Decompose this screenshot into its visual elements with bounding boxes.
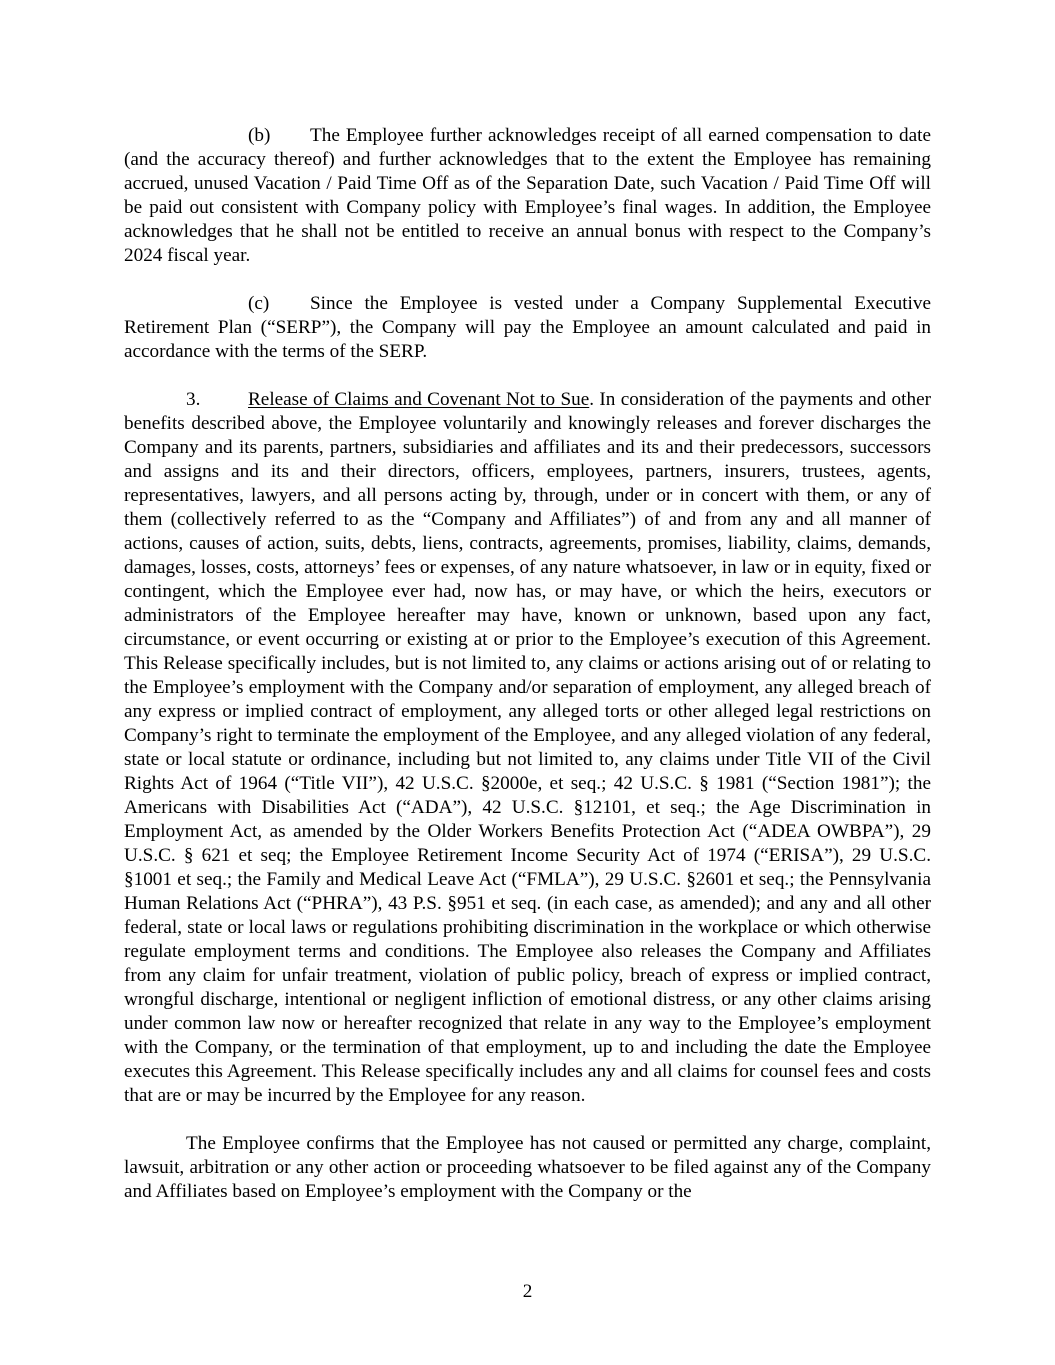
section-text: . In consideration of the payments and other benefits described above, the Employee voluntarily and knowingly releases and forever discharges the Company and its parents, partners, subsidiaries and affiliates and its and their predecessors, successors and assigns and its and their directors, officers, employees, partners, insurers, trustees, agents, representatives, lawyers, and all persons acting by, through, under or in concert with them, or any of them (collectively referred to as the “Company and Affiliates”) of and from any and all manner of actions, causes of action, suits, debts, liens, contracts, agreements, promises, liability, claims, demands, damages, losses, costs, attorneys’ fees or expenses, of any nature whatsoever, in law or in equity, fixed or contingent, which the Employee ever had, now has, or may have, or which the heirs, executors or administrators of the Employee hereafter may have, known or unknown, based upon any fact, circumstance, or event occurring or existing at or prior to the Employee’s execution of this Agreement. This Release specifically includes, but is not limited to, any claims or actions arising out of or relating to the Employee’s employment with the Company and/or separation of employment, any alleged breach of any express or implied contract of employment, any alleged torts or other alleged legal restrictions on Company’s right to terminate the employment of the Employee, and any alleged violation of any federal, state or local statute or ordinance, including but not limited to, any claims under Title VII of the Civil Rights Act of 1964 (“Title VII”), 42 U.S.C. §2000e, et seq.; 42 U.S.C. § 1981 (“Section 1981”); the Americans with Disabilities Act (“ADA”), 42 U.S.C. §12101, et seq.; the Age Discrimination in Employment Act, as amended by the Older Workers Benefits Protection Act (“ADEA OWBPA”), 29 U.S.C. § 621 et seq; the Employee Retirement Income Security Act of 1974 (“ERISA”), 29 U.S.C. §1001 et seq.; the Family and Medical Leave Act (“FMLA”), 29 U.S.C. §2601 et seq.; the Pennsylvania Human Relations Act (“PHRA”), 43 P.S. §951 et seq. (in each case, as amended); and any and all other federal, state or local laws or regulations prohibiting discrimination in the workplace or which otherwise regulate employment terms and conditions. The Employee also releases the Company and Affiliates from any claim for unfair treatment, violation of public policy, breach of express or implied contract, wrongful discharge, intentional or negligent infliction of emotional distress, or any other claims arising under common law now or hereafter recognized that relate in any way to the Employee’s employment with the Company, or the termination of that employment, up to and including the date the Employee executes this Agreement. This Release specifically includes any and all claims for counsel fees and costs that are or may be incurred by the Employee for any reason. xyxy=(124,389,931,1106)
paragraph-b xyxy=(124,124,931,268)
section-heading: Release of Claims and Covenant Not to Sue xyxy=(248,389,590,410)
section-number: 3. xyxy=(186,389,201,410)
page-number: 2 xyxy=(522,1281,533,1302)
paragraph-text: The Employee further acknowledges receipt of all earned compensation to date (and the accuracy thereof) and further acknowledges that to the extent the Employee has remaining accrued, unused Vacation / Paid Time Off as of the Separation Date, such Vacation / Paid Time Off will be paid out consistent with Company policy with Employee’s final wages. In addition, the Employee acknowledges that he shall not be entitled to receive an annual bonus with respect to the Company’s 2024 fiscal year. xyxy=(124,125,931,266)
document-page xyxy=(124,124,931,1228)
paragraph-employee-confirms xyxy=(124,1132,931,1204)
paragraph-text: The Employee confirms that the Employee has not caused or permitted any charge, complaint, lawsuit, arbitration or any other action or proceeding whatsoever to be filed against any of the Company and Affiliates based on Employee’s employment with the Company or the xyxy=(124,1133,931,1202)
paragraph-marker: (c) xyxy=(248,293,270,314)
paragraph-c xyxy=(124,292,931,364)
paragraph-marker: (b) xyxy=(248,125,271,146)
section-3-release-of-claims xyxy=(124,388,931,1108)
paragraph-text: Since the Employee is vested under a Company Supplemental Executive Retirement Plan (“SERP”), the Company will pay the Employee an amount calculated and paid in accordance with the terms of the SERP. xyxy=(124,293,931,362)
